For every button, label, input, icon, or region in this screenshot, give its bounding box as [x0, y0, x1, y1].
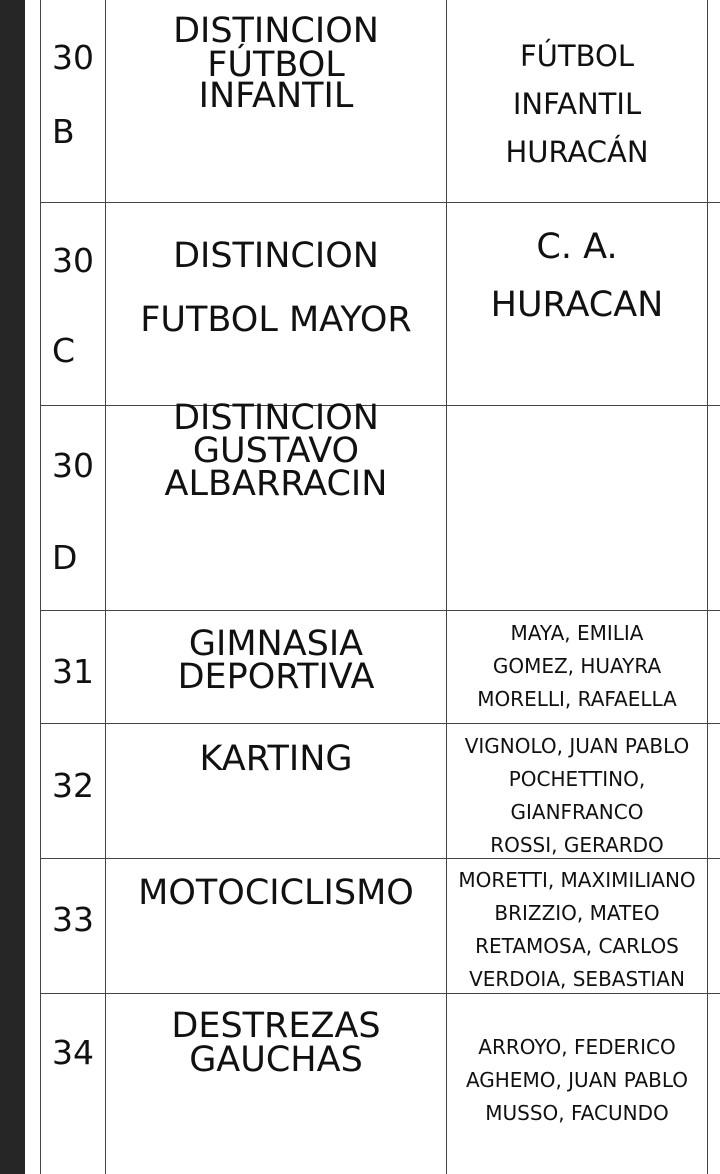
category-name: DISTINCION FUTBOL MAYOR: [140, 236, 412, 340]
category-name: GIMNASIA DEPORTIVA: [177, 624, 375, 697]
row-number: 32: [52, 766, 94, 805]
column-divider: [105, 0, 106, 1174]
category-name: DISTINCION GUSTAVO ALBARRACIN: [164, 398, 388, 504]
row-number: 33: [52, 900, 94, 939]
row-number: 31: [52, 652, 94, 691]
category-name: DISTINCION FÚTBOL INFANTIL: [173, 11, 379, 116]
table-border-left: [40, 0, 41, 1174]
row-divider: [40, 610, 720, 611]
winner-list: C. A. HURACAN: [490, 227, 664, 325]
row-divider: [40, 202, 720, 203]
row-number: 30 C: [52, 241, 94, 370]
row-divider: [40, 723, 720, 724]
winner-list: ARROYO, FEDERICO AGHEMO, JUAN PABLO MUSSO, FACUNDO: [465, 1035, 689, 1125]
row-number: 30 B: [52, 38, 94, 151]
column-divider: [707, 0, 708, 1174]
category-name: KARTING: [199, 739, 353, 779]
column-divider: [446, 0, 447, 1174]
row-number: 34: [52, 1033, 94, 1072]
winner-list: VIGNOLO, JUAN PABLO POCHETTINO, GIANFRANCO ROSSI, GERARDO: [464, 734, 690, 857]
winner-list: MAYA, EMILIA GOMEZ, HUAYRA MORELLI, RAFAELLA: [477, 621, 677, 711]
winner-list: MORETTI, MAXIMILIANO BRIZZIO, MATEO RETAMOSA, CARLOS VERDOIA, SEBASTIAN: [458, 868, 696, 991]
winner-list: FÚTBOL INFANTIL HURACÁN: [505, 39, 649, 169]
category-name: DESTREZAS GAUCHAS: [171, 1006, 381, 1080]
row-number: 30 D: [52, 446, 94, 577]
left-dark-border: [0, 0, 25, 1174]
category-name: MOTOCICLISMO: [138, 873, 414, 913]
